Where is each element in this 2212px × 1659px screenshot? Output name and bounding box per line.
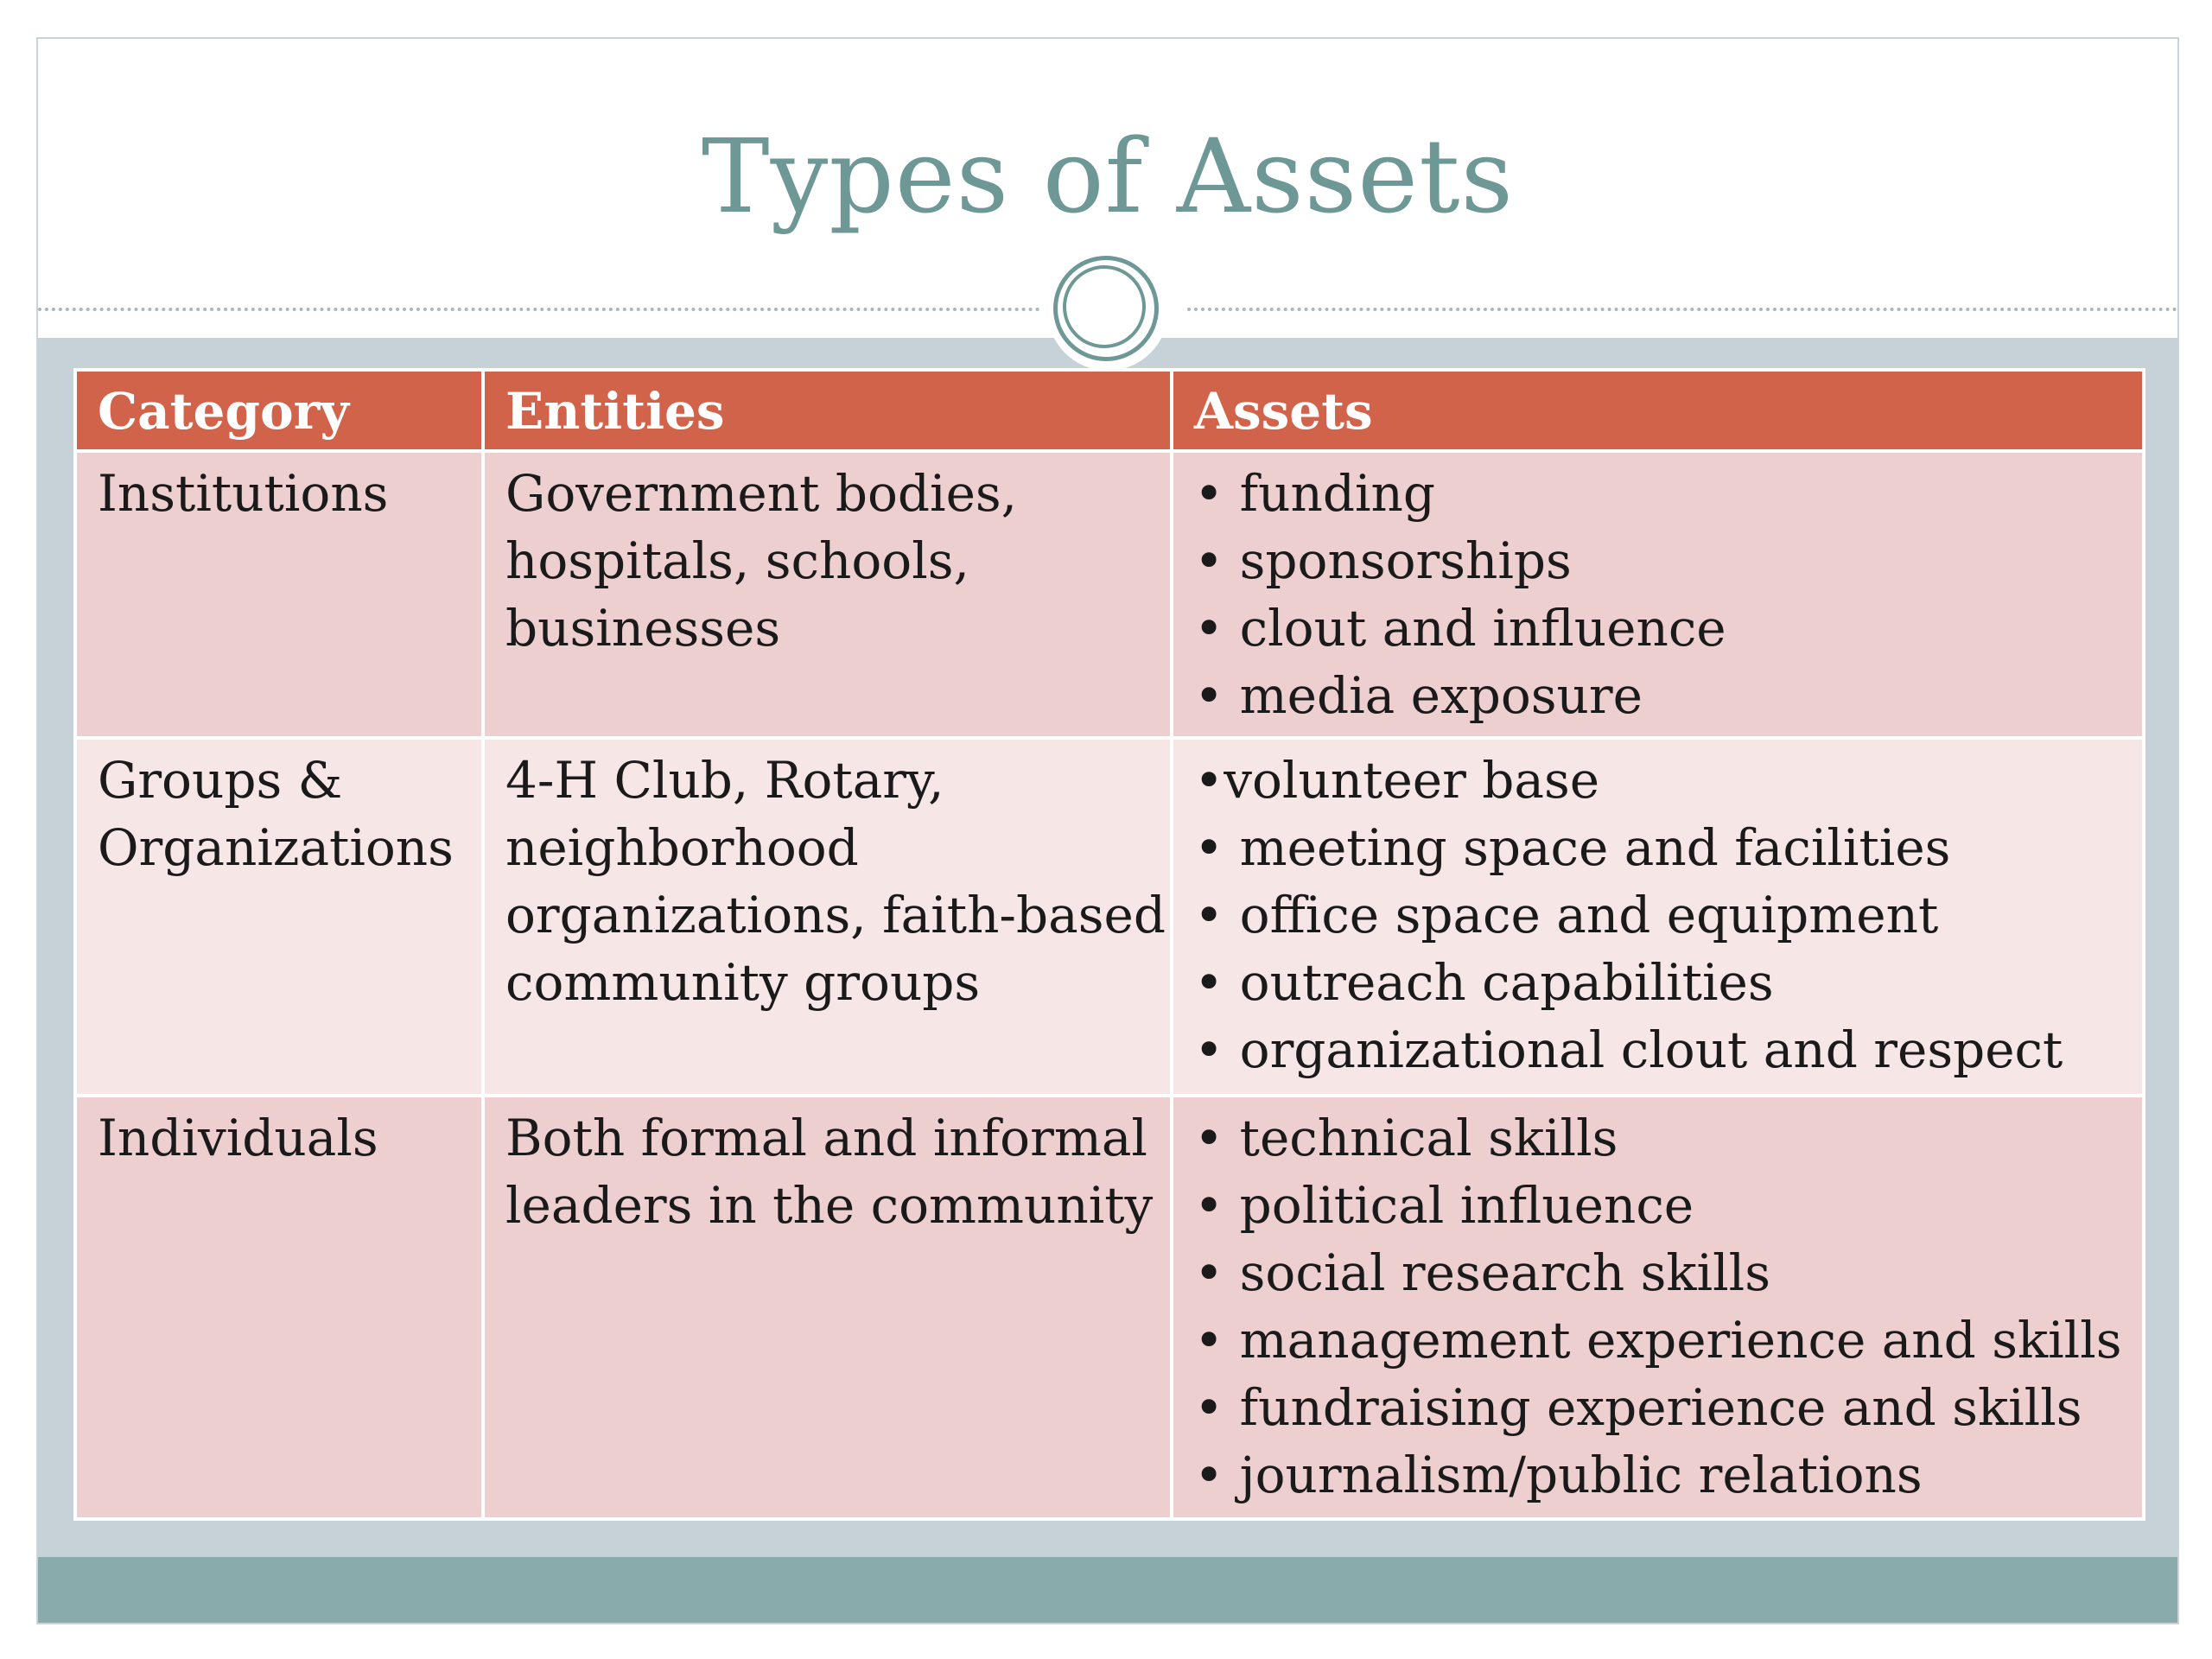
- entities-line: Both formal and informal: [505, 1109, 1147, 1167]
- circle-ornament-inner: [1063, 265, 1146, 348]
- slide: [36, 37, 2179, 1624]
- asset-item: • sponsorships: [1194, 531, 1572, 590]
- cell-assets: [1172, 451, 2144, 738]
- asset-item: • management experience and skills: [1194, 1311, 2122, 1370]
- category-text: Organizations: [98, 818, 454, 877]
- entities-line: organizations, faith-based: [505, 886, 1166, 944]
- asset-item: • clout and influence: [1194, 599, 1726, 658]
- cell-category: [75, 738, 483, 1096]
- asset-item: • outreach capabilities: [1194, 953, 1774, 1012]
- category-text: Institutions: [98, 464, 389, 523]
- header-assets: Assets: [1172, 370, 2144, 451]
- asset-item: • social research skills: [1194, 1243, 1770, 1302]
- table-row: [75, 1096, 2144, 1519]
- entities-line: neighborhood: [505, 818, 859, 877]
- circle-ornament-icon: [1053, 256, 1159, 361]
- entities-line: community groups: [505, 953, 981, 1012]
- entities-line: Government bodies,: [505, 464, 1018, 523]
- table-row: [75, 451, 2144, 738]
- cell-entities: [483, 451, 1172, 738]
- asset-item: • political influence: [1194, 1176, 1694, 1235]
- asset-item: • funding: [1194, 464, 1435, 523]
- cell-category: [75, 1096, 483, 1519]
- asset-item: • organizational clout and respect: [1194, 1020, 2063, 1079]
- cell-category: [75, 451, 483, 738]
- entities-line: hospitals, schools,: [505, 531, 969, 590]
- cell-assets: [1172, 1096, 2144, 1519]
- header-entities: Entities: [483, 370, 1172, 451]
- cell-entities: [483, 1096, 1172, 1519]
- category-text: Groups &: [98, 751, 343, 810]
- entities-line: leaders in the community: [505, 1176, 1154, 1235]
- divider-left: [38, 308, 1040, 311]
- asset-item: • technical skills: [1194, 1109, 1618, 1167]
- table-header-row: [75, 370, 2144, 451]
- entities-line: 4-H Club, Rotary,: [505, 751, 944, 810]
- asset-item: • meeting space and facilities: [1194, 818, 1951, 877]
- header-category: Category: [75, 370, 483, 451]
- asset-item: •volunteer base: [1194, 751, 1600, 810]
- cell-entities: [483, 738, 1172, 1096]
- asset-item: • office space and equipment: [1194, 886, 1939, 944]
- slide-title: Types of Assets: [701, 117, 1515, 236]
- asset-item: • media exposure: [1194, 666, 1643, 725]
- assets-table: [73, 368, 2145, 1521]
- category-text: Individuals: [98, 1109, 378, 1167]
- table-row: [75, 738, 2144, 1096]
- footer-band: [38, 1557, 2177, 1623]
- asset-item: • fundraising experience and skills: [1194, 1378, 2082, 1437]
- divider-right: [1187, 308, 2177, 311]
- entities-line: businesses: [505, 599, 781, 658]
- cell-assets: [1172, 738, 2144, 1096]
- asset-item: • journalism/public relations: [1194, 1446, 1923, 1504]
